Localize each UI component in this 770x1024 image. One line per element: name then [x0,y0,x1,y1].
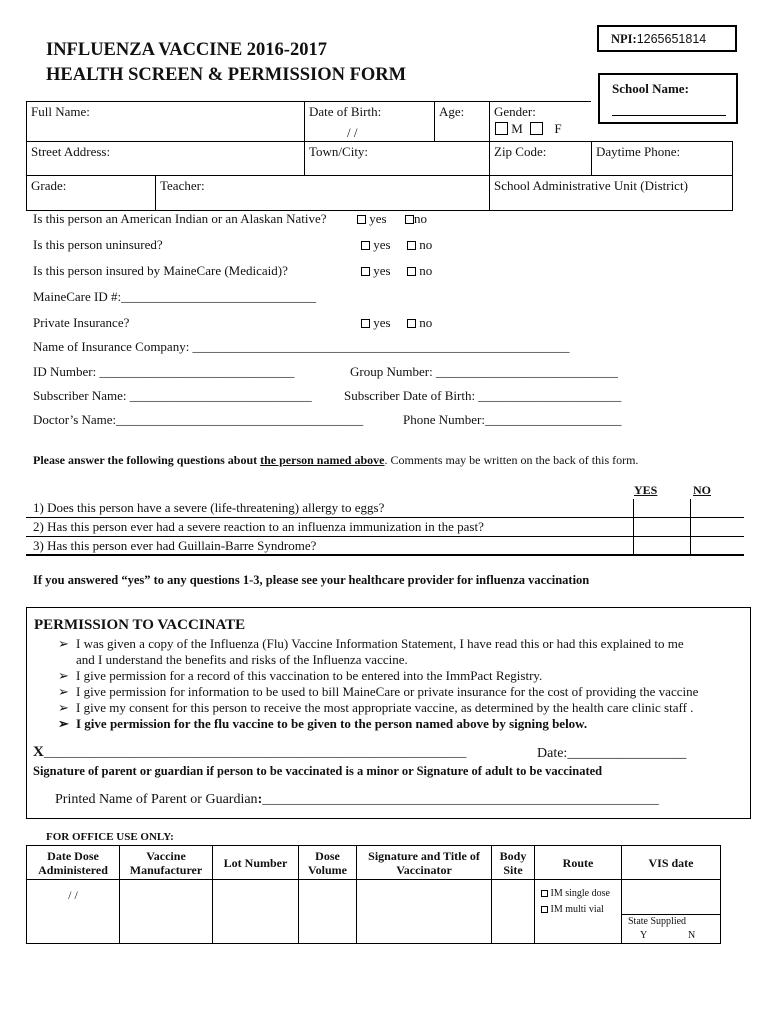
teacher-field[interactable] [155,175,489,211]
header-vaccine-manufacturer: Vaccine Manufacturer [120,846,213,880]
phone-label: Daytime Phone: [596,144,681,159]
q3-yes-cell[interactable] [634,537,689,554]
signature-cell[interactable] [357,880,492,944]
date-dose-cell[interactable] [27,880,120,944]
state-supplied-box [622,914,720,943]
signature-line[interactable] [33,744,466,761]
dob-field[interactable] [304,101,434,141]
phone-field[interactable] [591,141,733,175]
native-question: Is this person an American Indian or an Alaskan Native? [33,211,327,226]
native-no-option[interactable] [405,211,427,227]
intro-bold: Please answer the following questions about [33,453,258,467]
yes-warning: If you answered “yes” to any questions 1-3, please see your healthcare provider for influenza vaccination [33,573,590,587]
permission-bullet-1-cont: and I understand the benefits and risks of the Influenza vaccine. [76,652,408,667]
school-name-line [612,115,726,116]
native-no-checkbox[interactable] [405,215,414,224]
private-insurance-question: Private Insurance? [33,315,130,330]
signature-underline: _________________________________________________________________ [43,744,467,759]
doctor-phone-field[interactable]: Phone Number:_____________________ [403,412,622,427]
bullet-4-text: I give my consent for this person to receive the most appropriate vaccine, as determined by the health care clinic staff . [76,700,694,715]
native-no-label: no [414,211,427,226]
bullet-2-text: I give permission for a record of this vaccination to be entered into the ImmPact Registry. [76,668,543,683]
question-3: 3) Has this person ever had Guillain-Barre Syndrome? [33,538,317,553]
office-use-table [26,845,721,944]
manufacturer-cell[interactable] [120,880,213,944]
town-field[interactable] [304,141,489,175]
title-line-2: HEALTH SCREEN & PERMISSION FORM [46,65,407,85]
form-title [46,38,406,88]
bullet-1-text: I was given a copy of the Influenza (Flu) Vaccine Information Statement, I have read this or had this explained to me [76,636,684,651]
arrow-bullet-icon: ➢ [58,700,69,715]
school-name-label: School Name: [612,81,689,96]
arrow-bullet-icon: ➢ [58,636,69,651]
uninsured-yes-checkbox[interactable] [361,241,370,250]
mainecare-yes-option[interactable] [361,263,391,279]
vis-date-cell[interactable] [622,880,721,944]
no-column-header: NO [693,483,711,497]
private-yes-label: yes [373,315,391,330]
native-yes-label: yes [369,211,387,226]
street-field[interactable] [26,141,304,175]
bullet-5-text: I give permission for the flu vaccine to be given to the person named above by signing below. [76,716,588,731]
route-multi-checkbox[interactable] [541,906,548,913]
npi-value: 1265651814 [636,32,707,46]
mainecare-question: Is this person insured by MaineCare (Medicaid)? [33,263,288,278]
uninsured-yes-label: yes [373,237,391,252]
uninsured-question: Is this person uninsured? [33,237,163,252]
state-supplied-n[interactable]: N [688,930,696,941]
intro-rest: . Comments may be written on the back of this form. [384,453,639,467]
dose-volume-cell[interactable] [299,880,357,944]
state-supplied-label: State Supplied [628,916,687,927]
header-vis-date: VIS date [622,846,721,880]
lot-number-cell[interactable] [213,880,299,944]
route-multi-option[interactable] [541,904,621,915]
yes-column-header: YES [634,483,658,497]
printed-name-colon: : [257,792,263,807]
gender-m-label: M [511,121,523,136]
private-yes-checkbox[interactable] [361,319,370,328]
header-body-site: Body Site [492,846,535,880]
age-label: Age: [439,104,465,119]
arrow-bullet-icon: ➢ [58,668,69,683]
office-use-label: FOR OFFICE USE ONLY: [46,831,174,843]
state-supplied-y[interactable]: Y [640,930,648,941]
gender-label: Gender: [494,104,536,119]
private-yes-option[interactable] [361,315,391,331]
header-signature-title: Signature and Title of Vaccinator [357,846,492,880]
subscriber-name-field[interactable]: Subscriber Name: ____________________________ [33,388,312,403]
dob-label: Date of Birth: [309,104,382,119]
header-date-dose: Date Dose Administered [27,846,120,880]
private-no-label: no [419,315,433,330]
arrow-bullet-icon: ➢ [58,684,69,699]
header-route: Route [535,846,622,880]
body-site-cell[interactable] [492,880,535,944]
school-name-box[interactable] [598,73,738,124]
uninsured-no-option[interactable] [407,237,432,253]
town-label: Town/City: [309,144,369,159]
mainecare-no-option[interactable] [407,263,432,279]
grade-field[interactable] [26,175,155,211]
group-number-field[interactable]: Group Number: ____________________________ [350,364,618,379]
full-name-label: Full Name: [31,104,90,119]
mainecare-yes-checkbox[interactable] [361,267,370,276]
permission-bullet-1 [58,636,684,652]
question-1: 1) Does this person have a severe (life-threatening) allergy to eggs? [33,500,385,515]
printed-name-field[interactable] [55,791,659,808]
q-divider-3 [26,554,744,556]
q3-no-cell[interactable] [691,537,744,554]
id-number-field[interactable]: ID Number: ______________________________ [33,364,295,379]
permission-title: PERMISSION TO VACCINATE [34,617,246,633]
private-no-option[interactable] [407,315,432,331]
full-name-field[interactable] [26,101,304,141]
doctor-name-field[interactable]: Doctor’s Name:______________________________________ [33,412,364,427]
insurance-company-field[interactable]: Name of Insurance Company: __________________________________________________________ [33,339,570,354]
uninsured-no-label: no [419,237,433,252]
gender-m-checkbox[interactable] [495,122,508,135]
permission-bullet-2 [58,668,542,684]
route-single-label: IM single dose [550,888,610,899]
subscriber-dob-field[interactable]: Subscriber Date of Birth: ______________________ [344,388,622,403]
dob-slashes: / / [347,125,358,140]
header-dose-volume: Dose Volume [299,846,357,880]
district-field[interactable] [489,175,733,211]
route-single-checkbox[interactable] [541,890,548,897]
teacher-label: Teacher: [160,178,205,193]
q1-no-cell[interactable] [691,499,744,517]
npi-label: NPI: [611,32,637,46]
gender-f-label: F [554,121,562,136]
zip-label: Zip Code: [494,144,547,159]
signature-date-field[interactable]: Date:_________________ [537,746,687,761]
mainecare-id-field[interactable]: MaineCare ID #:______________________________ [33,289,317,304]
intro-underline: the person named above [260,453,385,467]
route-cell [535,880,622,944]
q1-yes-cell[interactable] [634,499,689,517]
mainecare-yes-label: yes [373,263,391,278]
date-dose-slashes: / / [68,888,78,902]
signature-caption: Signature of parent or guardian if person to be vaccinated is a minor or Signature of adult to be vaccinated [33,764,603,778]
questions-intro [33,453,638,468]
grade-label: Grade: [31,178,67,193]
route-multi-label: IM multi vial [550,904,604,915]
permission-bullet-4 [58,700,693,716]
printed-name-underline: _____________________________________________________________ [262,791,659,806]
q2-yes-cell[interactable] [634,518,689,536]
age-field[interactable] [434,101,489,141]
zip-field[interactable] [489,141,591,175]
native-yes-option[interactable] [357,211,387,227]
permission-bullet-3 [58,684,698,700]
route-single-option[interactable] [541,888,621,899]
q2-no-cell[interactable] [691,518,744,536]
signature-x: X [33,744,44,760]
gender-f-checkbox[interactable] [530,122,543,135]
npi-box [597,25,737,52]
mainecare-no-checkbox[interactable] [407,267,416,276]
private-no-checkbox[interactable] [407,319,416,328]
arrow-bullet-icon: ➢ [58,716,69,731]
permission-bullet-5 [58,716,587,732]
header-lot-number: Lot Number [213,846,299,880]
uninsured-no-checkbox[interactable] [407,241,416,250]
street-label: Street Address: [31,144,111,159]
printed-name-label: Printed Name of Parent or Guardian [55,792,258,807]
uninsured-yes-option[interactable] [361,237,391,253]
title-line-1: INFLUENZA VACCINE 2016-2017 [46,40,327,60]
gender-field [489,101,591,141]
question-2: 2) Has this person ever had a severe reaction to an influenza immunization in the past? [33,519,484,534]
native-yes-checkbox[interactable] [357,215,366,224]
bullet-3-text: I give permission for information to be used to bill MaineCare or private insurance for the cost of providing the vaccine [76,684,699,699]
mainecare-no-label: no [419,263,433,278]
district-label: School Administrative Unit (District) [494,178,688,193]
